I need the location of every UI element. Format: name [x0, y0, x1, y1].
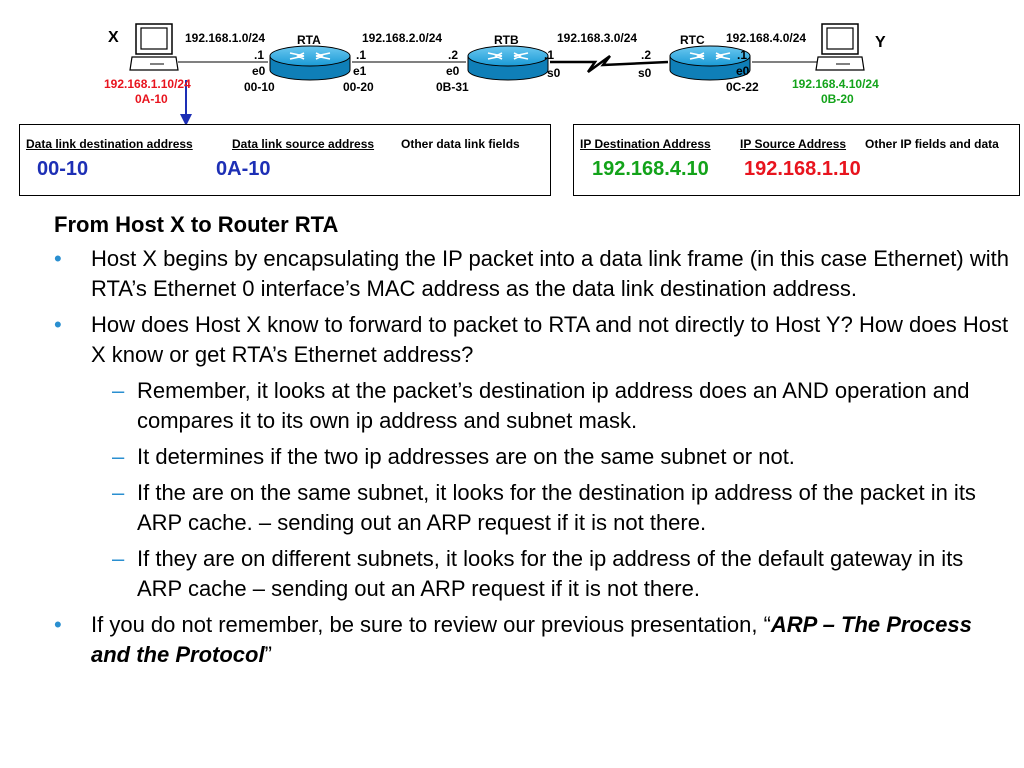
- interface-name: e0: [446, 64, 460, 78]
- interface-mac: 0C-22: [726, 80, 759, 94]
- host-x-label: X: [108, 29, 119, 46]
- bullet-icon: •: [54, 312, 62, 337]
- host-y-computer-icon: [816, 24, 864, 70]
- interface-name: e0: [252, 64, 266, 78]
- host-y-mac: 0B-20: [821, 92, 854, 106]
- interface-name: e1: [353, 64, 367, 78]
- interface-name: s0: [547, 66, 561, 80]
- sub-bullet-item: [54, 442, 1009, 472]
- interface-mac: 00-10: [244, 80, 275, 94]
- frame-other-header: Other data link fields: [401, 137, 520, 151]
- host-y-ip: 192.168.4.10/24: [792, 77, 879, 91]
- router-rta-icon: [270, 46, 350, 80]
- router-rtb-icon: [468, 46, 548, 80]
- network-label: 192.168.4.0/24: [726, 31, 807, 45]
- host-x-ip: 192.168.1.10/24: [104, 77, 191, 91]
- interface-mac: 00-20: [343, 80, 374, 94]
- bullet-icon: •: [54, 246, 62, 271]
- sub-bullet-text: If the are on the same subnet, it looks for the destination ip address of the packet in its ARP cache. – sending out an ARP request if it is not there.: [137, 480, 976, 535]
- interface-mac: 0B-31: [436, 80, 469, 94]
- frame-src-header: Data link source address: [232, 137, 375, 151]
- network-label: 192.168.2.0/24: [362, 31, 443, 45]
- router-name: RTC: [680, 33, 705, 47]
- network-label: 192.168.1.0/24: [185, 31, 266, 45]
- dash-icon: –: [112, 444, 125, 469]
- dash-icon: –: [112, 378, 125, 403]
- slide-heading: From Host X to Router RTA: [54, 212, 339, 237]
- sub-bullet-item: [54, 478, 1009, 538]
- network-diagram: [0, 0, 1024, 130]
- sub-bullet-item: [54, 376, 1009, 436]
- ip-dest-header: IP Destination Address: [580, 137, 711, 151]
- ip-dest-value: 192.168.4.10: [592, 158, 709, 180]
- bullet-text-end: ”: [264, 642, 272, 667]
- bullet-item: [54, 310, 1009, 370]
- interface-host-id: .1: [737, 48, 748, 62]
- frame-dest-header: Data link destination address: [26, 137, 193, 151]
- presentation-title: ARP – The Process and the Protocol: [91, 612, 972, 667]
- bullet-item: [54, 610, 1009, 670]
- interface-host-id: .1: [356, 48, 367, 62]
- host-x-mac: 0A-10: [135, 92, 168, 106]
- interface-host-id: .2: [448, 48, 459, 62]
- ip-packet: [573, 124, 1020, 196]
- bullet-icon: •: [54, 612, 62, 637]
- interface-host-id: .1: [254, 48, 265, 62]
- frame-src-value: 0A-10: [216, 158, 271, 180]
- sub-bullet-item: [54, 544, 1009, 604]
- bullet-text: Host X begins by encapsulating the IP packet into a data link frame (in this case Ethernet) with RTA’s Ethernet 0 interface’s MAC address as the data link destination address.: [91, 246, 1009, 301]
- bullet-text: If you do not remember, be sure to review our previous presentation, “: [91, 612, 771, 637]
- slide-content: [54, 210, 1009, 676]
- host-x-computer-icon: [130, 24, 178, 70]
- frame-dest-value: 00-10: [37, 158, 89, 180]
- interface-name: e0: [736, 64, 750, 78]
- ip-src-header: IP Source Address: [740, 137, 847, 151]
- router-name: RTA: [297, 33, 321, 47]
- sub-bullet-text: Remember, it looks at the packet’s destination ip address does an AND operation and compares it to its own ip address and subnet mask.: [137, 378, 970, 433]
- sub-bullet-text: It determines if the two ip addresses are on the same subnet or not.: [137, 444, 795, 469]
- network-label: 192.168.3.0/24: [557, 31, 638, 45]
- dash-icon: –: [112, 546, 125, 571]
- data-link-frame: [19, 124, 551, 196]
- dash-icon: –: [112, 480, 125, 505]
- interface-host-id: .2: [641, 48, 652, 62]
- ip-other-header: Other IP fields and data: [865, 137, 999, 151]
- host-y-label: Y: [875, 34, 886, 51]
- interface-host-id: .1: [544, 48, 555, 62]
- sub-bullet-text: If they are on different subnets, it looks for the ip address of the default gateway in its ARP cache – sending out an ARP request if it is not there.: [137, 546, 964, 601]
- ip-src-value: 192.168.1.10: [744, 158, 861, 180]
- router-name: RTB: [494, 33, 519, 47]
- interface-name: s0: [638, 66, 652, 80]
- bullet-item: [54, 244, 1009, 304]
- bullet-text: How does Host X know to forward to packet to RTA and not directly to Host Y? How does Host X know or get RTA’s Ethernet address?: [91, 312, 1009, 367]
